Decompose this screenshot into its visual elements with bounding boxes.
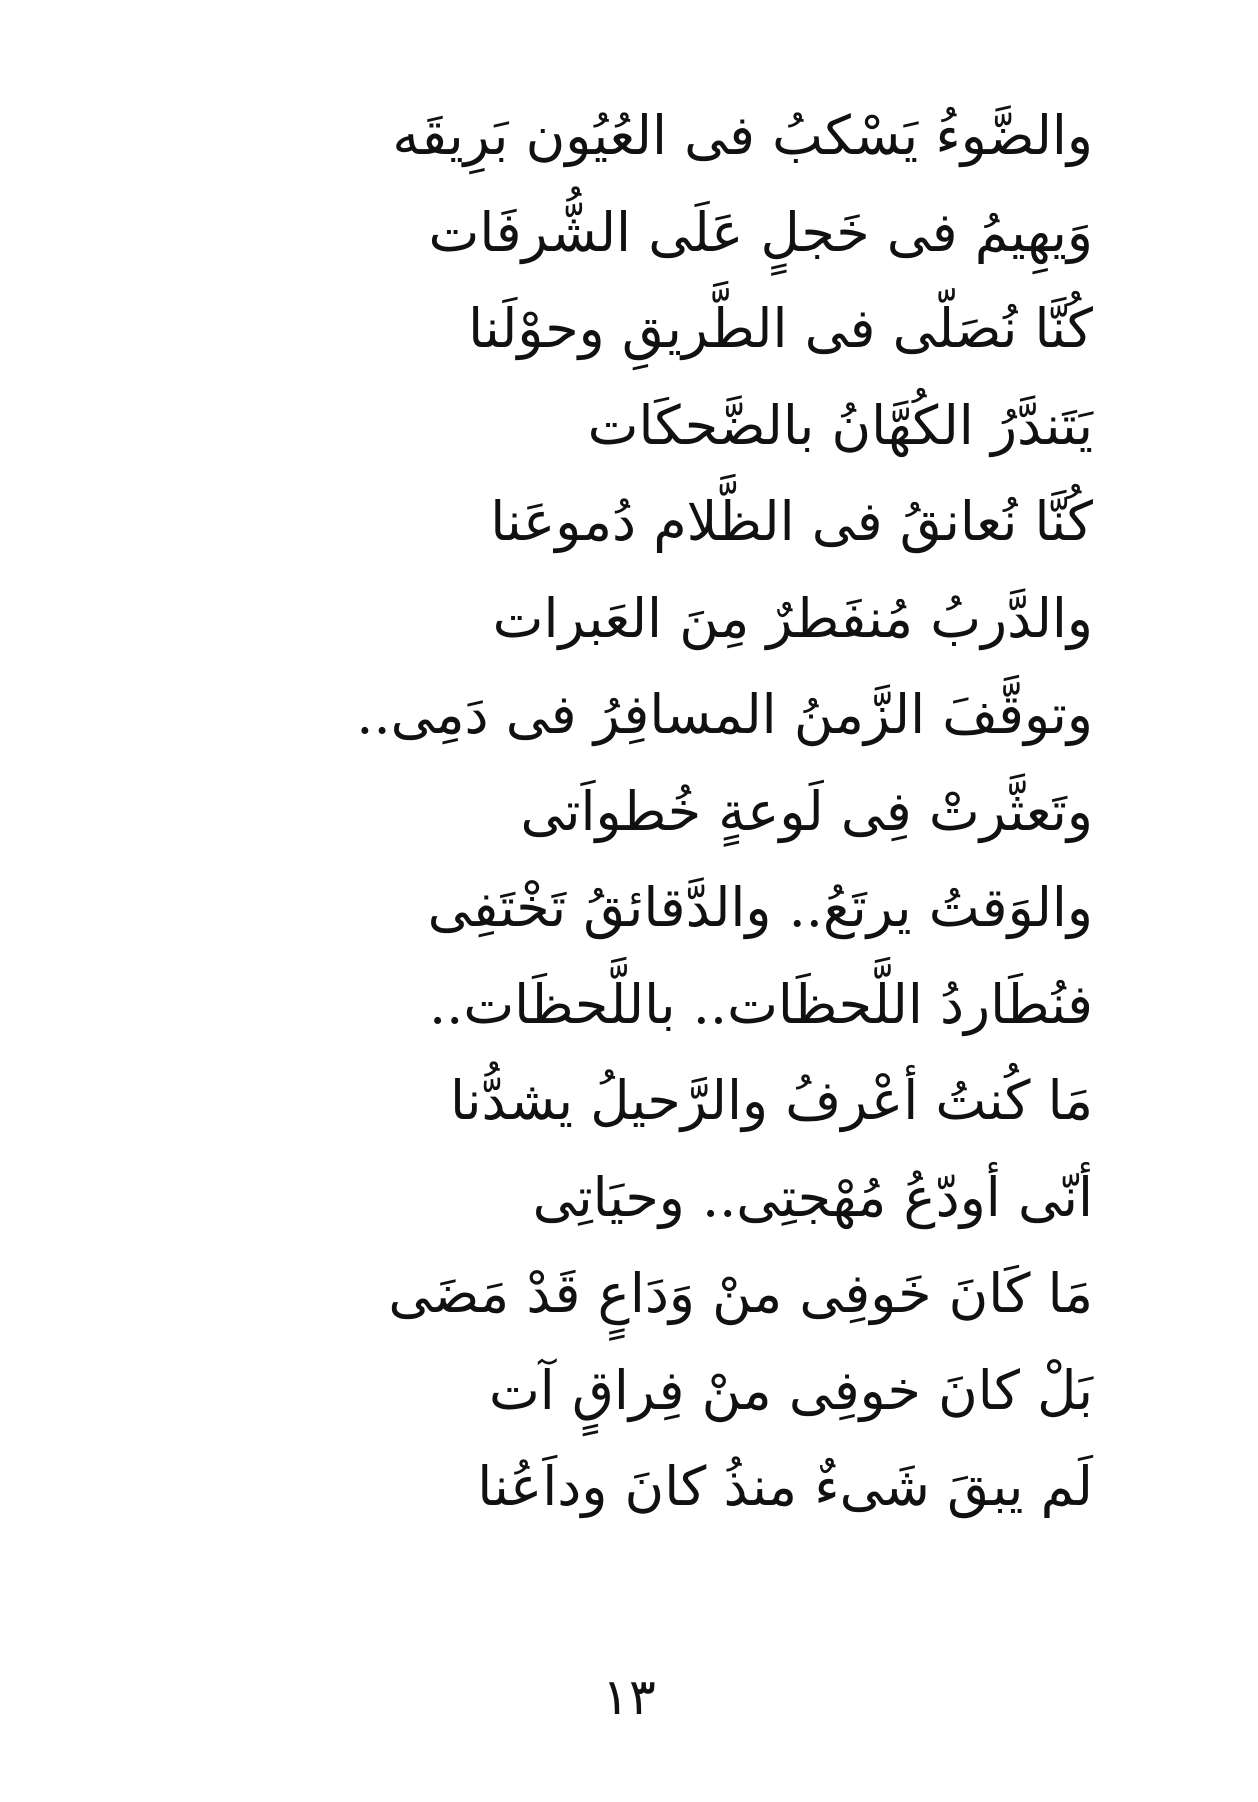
- page-number: ١٣: [602, 1668, 656, 1726]
- poem-line: كُنَّا نُصَلّى فى الطَّريقِ وحوْلَنا: [468, 297, 1093, 360]
- poem-text: [356, 88, 1093, 1536]
- poem-line: يَتَندَّرُ الكُهَّانُ بالضَّحكَات: [587, 393, 1093, 457]
- poem-line: والدَّربُ مُنفَطرٌ مِنَ العَبرات: [492, 586, 1093, 650]
- poem-line: وَيهِيمُ فى خَجلٍ عَلَى الشُّرفَات: [428, 200, 1093, 264]
- poem-line: وتَعثَّرتْ فِى لَوعةٍ خُطواَتى: [520, 779, 1093, 843]
- poem-line: مَا كُنتُ أعْرفُ والرَّحيلُ يشدُّنا: [450, 1069, 1093, 1132]
- poem-line: أنّى أودّعُ مُهْجتِى.. وحيَاتِى: [532, 1165, 1093, 1229]
- poem-line: لَم يبقَ شَىءٌ منذُ كانَ وداَعُنا: [477, 1455, 1093, 1518]
- poem-line: بَلْ كانَ خوفِى منْ فِراقٍ آت: [488, 1358, 1093, 1422]
- poem-line: والوَقتُ يرتَعُ.. والدَّقائقُ تَخْتَفِى: [427, 876, 1093, 939]
- poem-line: والضَّوءُ يَسْكبُ فى العُيُون بَرِيقَه: [392, 104, 1093, 167]
- poem-line: كُنَّا نُعانقُ فى الظَّلام دُموعَنا: [490, 490, 1093, 553]
- poem-line: مَا كَانَ خَوفِى منْ وَدَاعٍ قَدْ مَضَى: [388, 1262, 1093, 1325]
- poem-line: وتوقَّفَ الزَّمنُ المسافِرُ فى دَمِى..: [356, 683, 1093, 746]
- poem-line: فنُطَاردُ اللَّحظَات.. باللَّحظَات..: [428, 972, 1093, 1036]
